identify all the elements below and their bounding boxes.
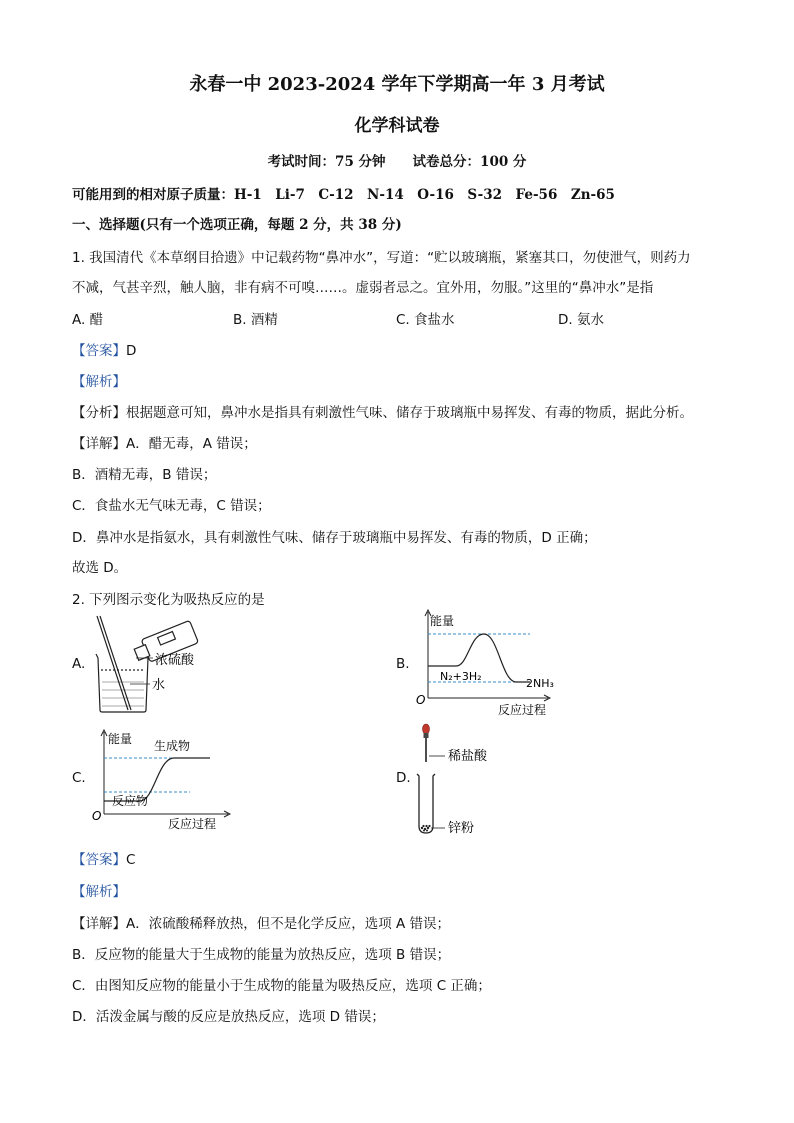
q2-label-b: B.: [396, 656, 410, 672]
c-product: 生成物: [154, 739, 191, 753]
atomic-masses: 可能用到的相对原子质量：H-1 Li-7 C-12 N-14 O-16 S-32 Fe-56 Zn-65: [72, 187, 615, 203]
exam-title: 永春一中 2023-2024 学年下学期高一年 3 月考试: [189, 74, 605, 95]
q2-answer: [72, 848, 135, 868]
answer-tag: 【答案】: [72, 343, 126, 359]
c-reactant: 反应物: [112, 794, 149, 808]
detail-a-text: A．醋无毒，A 错误；: [126, 436, 257, 452]
q1-detail-b: B．酒精无毒，B 错误；: [72, 467, 217, 483]
q1-stem-line2: 不减，气甚辛烈，触人脑，非有病不可嗅……。虚弱者忌之。宜外用，勿服。”这里的“鼻冲水”是指: [72, 280, 654, 296]
answer-value: C: [126, 852, 136, 868]
b-origin: O: [416, 693, 426, 707]
detail-a-text: A．浓硫酸稀释放热，但不是化学反应，选项 A 错误；: [126, 916, 451, 932]
detail-tag: 【详解】: [72, 436, 126, 452]
q1-option-d: D. 氨水: [558, 312, 604, 328]
q2-label-d: D.: [396, 770, 411, 786]
q1-detail-d: D．鼻冲水是指氨水，具有刺激性气味、储存于玻璃瓶中易挥发、有毒的物质，D 正确；: [72, 530, 597, 546]
zinc-powder-icon: [421, 825, 431, 832]
label-water: 水: [152, 678, 166, 693]
exam-info: 考试时间：75 分钟 试卷总分：100 分: [267, 154, 527, 170]
q2-label-a: A.: [72, 656, 86, 672]
figure-b-energy-diagram: [412, 606, 572, 718]
q2-detail-b: B．反应物的能量大于生成物的能量为放热反应，选项 B 错误；: [72, 947, 451, 963]
q2-label-c: C.: [72, 770, 86, 786]
c-origin: O: [92, 809, 102, 823]
answer-value: D: [126, 343, 137, 359]
q2-detail-d: D．活泼金属与酸的反应是放热反应，选项 D 错误；: [72, 1009, 385, 1025]
q2-analysis-tag: 【解析】: [72, 884, 126, 900]
q2-detail-a: [72, 912, 450, 932]
figure-c-energy-diagram: [88, 726, 248, 834]
q2-detail-c: C．由图知反应物的能量小于生成物的能量为吸热反应，选项 C 正确；: [72, 978, 491, 994]
b-xlabel: 反应过程: [498, 703, 547, 717]
q1-option-a: A. 醋: [72, 312, 104, 328]
detail-tag: 【详解】: [72, 916, 126, 932]
figure-d-test-tube: [412, 720, 502, 838]
label-zinc-powder: 锌粉: [448, 821, 475, 836]
b-ylabel: 能量: [430, 614, 455, 628]
fenxi-text: 根据题意可知，鼻冲水是指具有刺激性气味、储存于玻璃瓶中易挥发、有毒的物质，据此分析。: [126, 405, 693, 421]
b-reactant: N₂+3H₂: [440, 670, 482, 683]
glass-rod-icon: [97, 616, 131, 710]
test-tube-icon: [417, 774, 435, 833]
b-product: 2NH₃: [526, 677, 554, 690]
section-title: 一、选择题(只有一个选项正确，每题 2 分，共 38 分): [72, 217, 402, 233]
q1-fenxi: [72, 401, 693, 421]
q1-option-b: B. 酒精: [233, 312, 278, 328]
fenxi-tag: 【分析】: [72, 405, 126, 421]
label-conc-sulfuric: 浓硫酸: [155, 653, 195, 668]
c-ylabel: 能量: [108, 732, 133, 746]
q1-stem-line1: 1. 我国清代《本草纲目拾遗》中记载药物“鼻冲水”，写道：“贮以玻璃瓶，紧塞其口，勿使泄气，则药力: [72, 250, 691, 266]
dropper-icon: [423, 724, 430, 762]
q1-detail-a: [72, 432, 257, 452]
label-dilute-hcl: 稀盐酸: [448, 749, 488, 764]
c-xlabel: 反应过程: [168, 817, 217, 831]
q1-answer: [72, 339, 136, 359]
q1-analysis-tag: 【解析】: [72, 374, 126, 390]
q1-conclusion: 故选 D。: [72, 560, 128, 576]
exam-subtitle: 化学科试卷: [354, 116, 440, 136]
q1-detail-c: C．食盐水无气味无毒，C 错误；: [72, 498, 271, 514]
figure-a-dilution: [88, 612, 238, 714]
q2-stem: 2. 下列图示变化为吸热反应的是: [72, 592, 265, 608]
answer-tag: 【答案】: [72, 852, 126, 868]
q1-option-c: C. 食盐水: [396, 312, 455, 328]
